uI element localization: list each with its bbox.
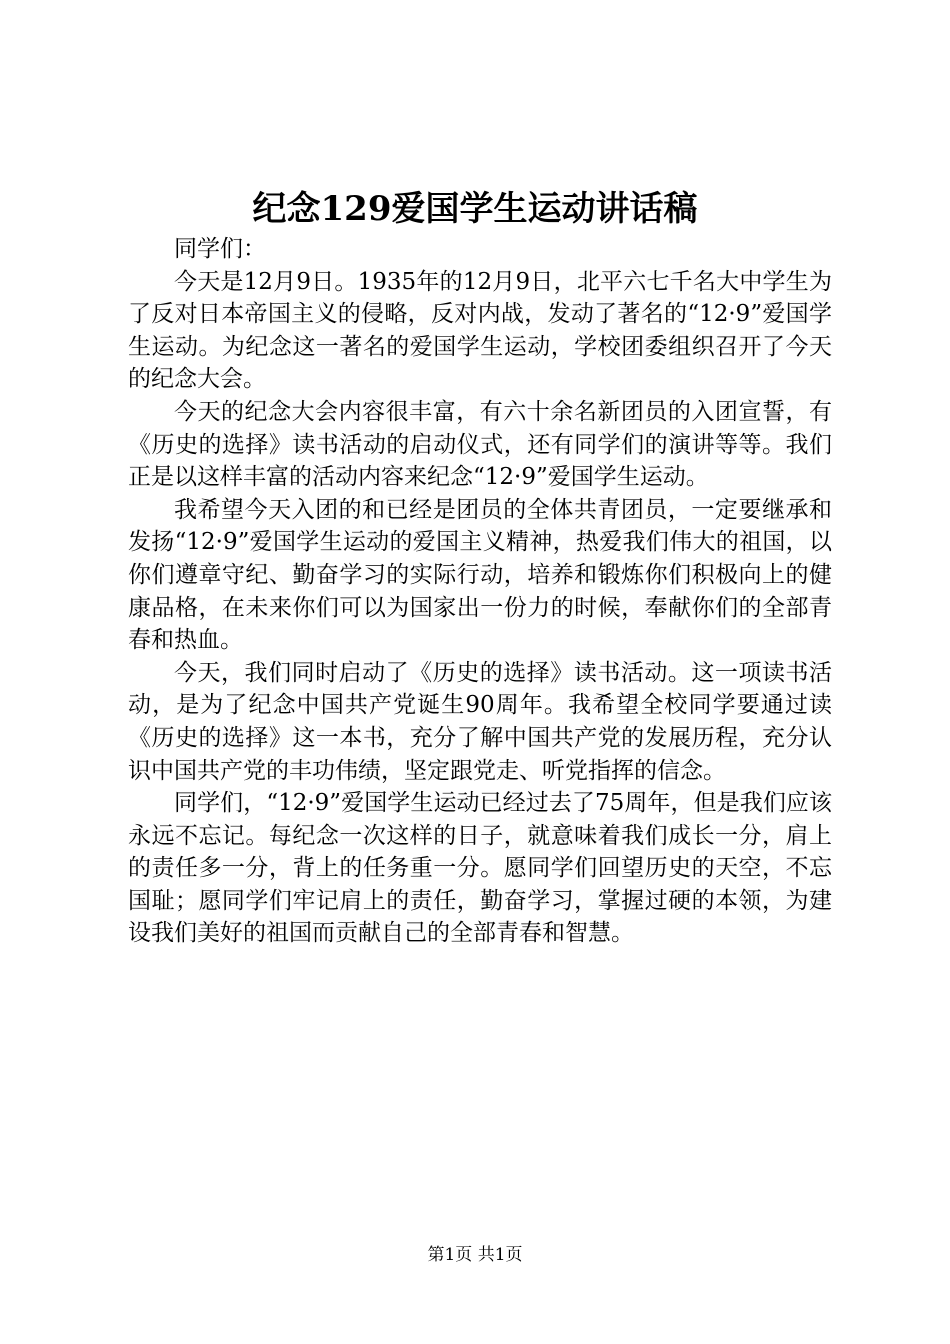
page-footer: 第1页 共1页 — [427, 1245, 523, 1265]
document-body — [128, 233, 832, 950]
paragraph: 同学们，“12·9”爱国学生运动已经过去了75周年，但是我们应该永远不忘记。每纪念一次这样的日子，就意味着我们成长一分，肩上的责任多一分，背上的任务重一分。愿同学们回望历史的天空，不忘国耻；愿同学们牢记肩上的责任，勤奋学习，掌握过硬的本领，为建设我们美好的祖国而贡献自己的全部青春和智慧。 — [128, 790, 832, 947]
paragraph: 今天的纪念大会内容很丰富，有六十余名新团员的入团宣誓，有《历史的选择》读书活动的启动仪式，还有同学们的演讲等等。我们正是以这样丰富的活动内容来纪念“12·9”爱国学生运动。 — [128, 398, 832, 491]
document-title: 纪念129爱国学生运动讲话稿 — [252, 189, 698, 229]
paragraph: 我希望今天入团的和已经是团员的全体共青团员，一定要继承和发扬“12·9”爱国学生运动的爱国主义精神，热爱我们伟大的祖国，以你们遵章守纪、勤奋学习的实际行动，培养和锻炼你们积极向上的健康品格，在未来你们可以为国家出一份力的时候，奉献你们的全部青春和热血。 — [128, 496, 832, 654]
salutation: 同学们： — [174, 236, 266, 262]
paragraph: 今天，我们同时启动了《历史的选择》读书活动。这一项读书活动，是为了纪念中国共产党诞生90周年。我希望全校同学要通过读《历史的选择》这一本书，充分了解中国共产党的发展历程，充分认识中国共产党的丰功伟绩，坚定跟党走、听党指挥的信念。 — [128, 659, 832, 784]
paragraph: 今天是12月9日。1935年的12月9日，北平六七千名大中学生为了反对日本帝国主义的侵略，反对内战，发动了著名的“12·9”爱国学生运动。为纪念这一著名的爱国学生运动，学校团委组织召开了今天的纪念大会。 — [128, 268, 832, 393]
